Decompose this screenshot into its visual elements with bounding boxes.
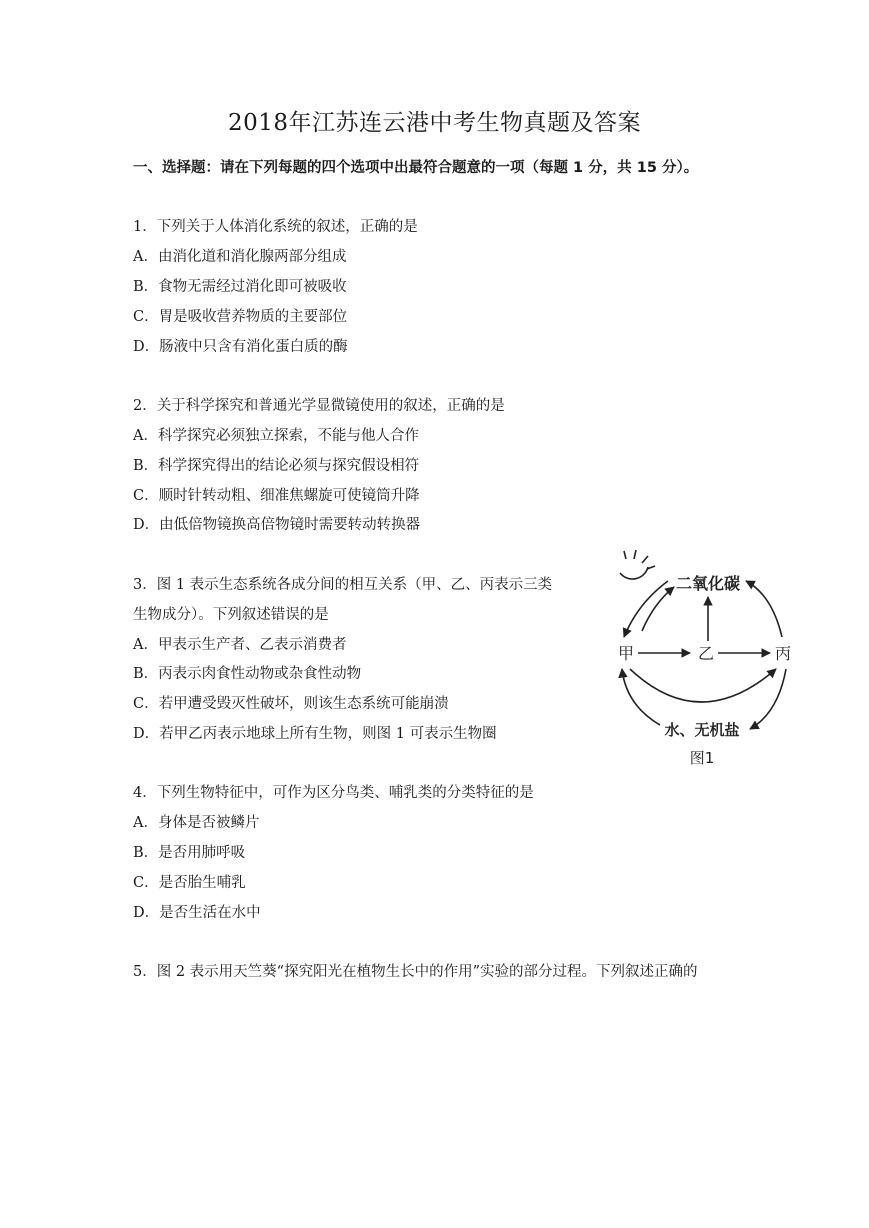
- figure-caption: 图1: [689, 749, 715, 767]
- arrow-co2-to-jia: [624, 581, 668, 637]
- question-3-stem-line-1: 3．图 1 表示生态系统各成分间的相互关系（甲、乙、丙表示三类: [133, 577, 553, 593]
- section-heading: 一、选择题：请在下列每题的四个选项中出最符合题意的一项（每题 1 分，共 15 分）。: [133, 160, 699, 176]
- question-4-option-b: B．是否用肺呼吸: [133, 845, 246, 861]
- arrow-bing-to-water: [750, 669, 786, 729]
- question-2-option-d: D．由低倍物镜换高倍物镜时需要转动转换器: [133, 517, 421, 533]
- bing-label: 丙: [774, 644, 792, 663]
- jia-label: 甲: [617, 644, 635, 663]
- question-4-option-d: D．是否生活在水中: [133, 905, 261, 921]
- question-2-stem: 2．关于科学探究和普通光学显微镜使用的叙述，正确的是: [133, 398, 505, 414]
- question-3-option-c: C．若甲遭受毁灭性破坏，则该生态系统可能崩溃: [133, 696, 449, 712]
- question-1-option-b: B．食物无需经过消化即可被吸收: [133, 279, 347, 295]
- arrow-bing-to-co2: [746, 581, 782, 637]
- arrow-jia-to-bing: [630, 669, 776, 702]
- question-3-option-d: D．若甲乙丙表示地球上所有生物，则图 1 可表示生物圈: [133, 726, 497, 742]
- question-2-option-b: B．科学探究得出的结论必须与探究假设相符: [133, 458, 420, 474]
- yi-label: 乙: [697, 644, 715, 663]
- question-2-option-a: A．科学探究必须独立探索，不能与他人合作: [133, 428, 419, 444]
- sun-icon: [620, 550, 655, 579]
- co2-label: 二氧化碳: [675, 574, 741, 593]
- question-1-option-c: C．胃是吸收营养物质的主要部位: [133, 309, 348, 325]
- arrow-jia-to-co2: [642, 587, 674, 631]
- question-4-option-a: A．身体是否被鳞片: [133, 815, 260, 831]
- question-5-stem: 5．图 2 表示用天竺葵“探究阳光在植物生长中的作用”实验的部分过程。下列叙述正确的: [133, 964, 698, 980]
- water-salt-label: 水、无机盐: [664, 721, 740, 739]
- page-title: 2018年江苏连云港中考生物真题及答案: [227, 110, 642, 136]
- arrow-water-to-jia: [622, 669, 660, 725]
- question-2-option-c: C．顺时针转动粗、细准焦螺旋可使镜筒升降: [133, 488, 420, 504]
- question-1-stem: 1．下列关于人体消化系统的叙述，正确的是: [133, 219, 418, 235]
- question-3-option-b: B．丙表示肉食性动物或杂食性动物: [133, 666, 362, 682]
- ecosystem-diagram: [610, 545, 810, 775]
- question-4-option-c: C．是否胎生哺乳: [133, 875, 246, 891]
- question-1-option-a: A．由消化道和消化腺两部分组成: [133, 249, 347, 265]
- question-4-stem: 4．下列生物特征中，可作为区分鸟类、哺乳类的分类特征的是: [133, 785, 534, 801]
- question-3-stem-line-2: 生物成分）。下列叙述错误的是: [133, 607, 329, 623]
- question-1-option-d: D．肠液中只含有消化蛋白质的酶: [133, 339, 348, 355]
- question-3-option-a: A．甲表示生产者、乙表示消费者: [133, 637, 347, 653]
